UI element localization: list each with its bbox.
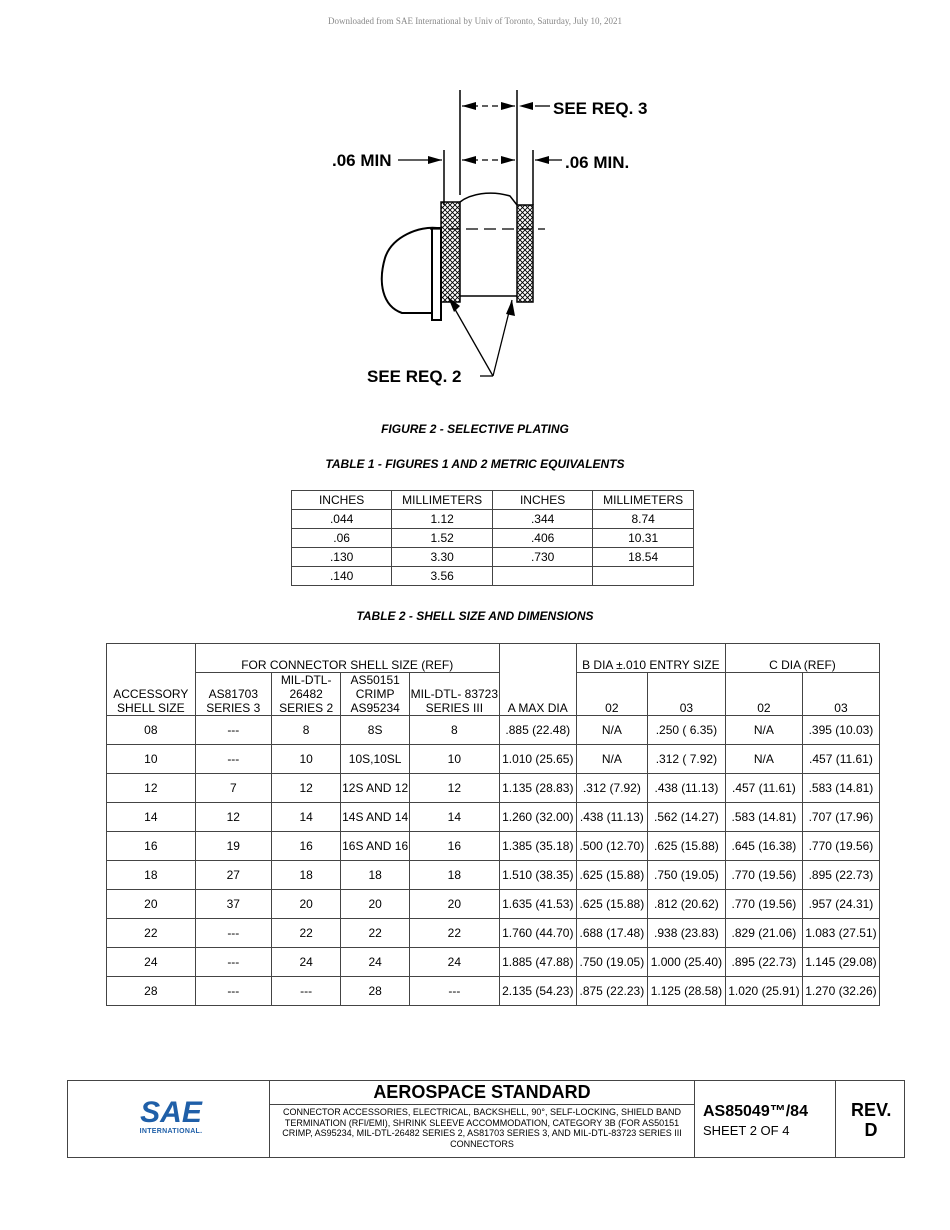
- b03-header: 03: [647, 673, 725, 716]
- table-cell: 3.30: [392, 548, 493, 567]
- table-cell: 14: [409, 803, 499, 832]
- table-cell: 1.000 (25.40): [647, 948, 725, 977]
- table-cell: .312 ( 7.92): [647, 745, 725, 774]
- table-cell: 1.385 (35.18): [499, 832, 576, 861]
- table-cell: 1.125 (28.58): [647, 977, 725, 1006]
- table-cell: 12: [195, 803, 271, 832]
- table-cell: .770 (19.56): [802, 832, 879, 861]
- table-cell: .625 (15.88): [576, 861, 647, 890]
- table-cell: N/A: [725, 745, 802, 774]
- metric-equivalents-table: [291, 490, 694, 586]
- table-cell: 10: [271, 745, 340, 774]
- plated-band-right: [517, 205, 533, 302]
- table-row: [107, 948, 880, 977]
- table-row: [107, 745, 880, 774]
- table-cell: .140: [292, 567, 392, 586]
- table-cell: 1.52: [392, 529, 493, 548]
- table-cell: 22: [107, 919, 196, 948]
- sae-logo-icon: [139, 1097, 203, 1125]
- table-cell: 2.135 (54.23): [499, 977, 576, 1006]
- for-connector-header: FOR CONNECTOR SHELL SIZE (REF): [195, 644, 499, 673]
- table-cell: 1.885 (47.88): [499, 948, 576, 977]
- sae-logo: [136, 1097, 206, 1135]
- table-cell: N/A: [576, 716, 647, 745]
- logo-subtitle: INTERNATIONAL.: [139, 1128, 203, 1135]
- table-cell: 16: [409, 832, 499, 861]
- mil83723-header: MIL-DTL- 83723 SERIES III: [409, 673, 499, 716]
- table-cell: .130: [292, 548, 392, 567]
- table-cell: 1.760 (44.70): [499, 919, 576, 948]
- table-row: [107, 774, 880, 803]
- sheet-number: SHEET 2 OF 4: [703, 1123, 790, 1138]
- table-cell: .406: [492, 529, 592, 548]
- table-cell: 18: [341, 861, 410, 890]
- table-cell: 27: [195, 861, 271, 890]
- table-cell: 16: [107, 832, 196, 861]
- table-cell: 1.145 (29.08): [802, 948, 879, 977]
- svg-text:SAE: SAE: [140, 1097, 202, 1125]
- table-cell: 1.12: [392, 510, 493, 529]
- table-cell: 18: [409, 861, 499, 890]
- table-cell: N/A: [725, 716, 802, 745]
- table-cell: .500 (12.70): [576, 832, 647, 861]
- selective-plating-figure: [320, 85, 680, 395]
- standard-description: CONNECTOR ACCESSORIES, ELECTRICAL, BACKSHELL, 90°, SELF-LOCKING, SHIELD BAND TERMINATION (RFI/EMI), SHRINK SLEEVE ACCOMMODATION, CATEGORY 3B (FOR AS50151 CRIMP, AS95234, MIL-DTL-26482 SERIES 2, AS81703 SERIES 3, AND MIL-DTL-83723 SERIES III CONNECTORS: [282, 1107, 682, 1149]
- backshell-outline: [382, 228, 437, 313]
- table-cell: 20: [107, 890, 196, 919]
- table-row: [292, 548, 694, 567]
- table-cell: .750 (19.05): [576, 948, 647, 977]
- column-header: MILLIMETERS: [392, 491, 493, 510]
- download-note: Downloaded from SAE International by Univ of Toronto, Saturday, July 10, 2021: [327, 16, 623, 26]
- table-row: [107, 861, 880, 890]
- table-cell: .044: [292, 510, 392, 529]
- revision-cell: [836, 1081, 906, 1157]
- logo-cell: [68, 1081, 270, 1157]
- table-cell: .875 (22.23): [576, 977, 647, 1006]
- table-cell: 1.020 (25.91): [725, 977, 802, 1006]
- table-cell: .812 (20.62): [647, 890, 725, 919]
- table-cell: .895 (22.73): [802, 861, 879, 890]
- shell-size-table: [106, 643, 880, 1006]
- table-cell: .457 (11.61): [725, 774, 802, 803]
- table-cell: .829 (21.06): [725, 919, 802, 948]
- table-cell: 18.54: [593, 548, 694, 567]
- c-dia-header: C DIA (REF): [725, 644, 879, 673]
- table-cell: [593, 567, 694, 586]
- table-cell: 8: [409, 716, 499, 745]
- see-req-3-label: SEE REQ. 3: [553, 99, 648, 118]
- table-cell: .395 (10.03): [802, 716, 879, 745]
- document-number-cell: [695, 1081, 836, 1157]
- mil26482-header: MIL-DTL- 26482 SERIES 2: [271, 673, 340, 716]
- revision: REV. D: [851, 1100, 892, 1140]
- table-cell: .895 (22.73): [725, 948, 802, 977]
- table-row: [292, 529, 694, 548]
- table-cell: 10: [107, 745, 196, 774]
- table-cell: 18: [271, 861, 340, 890]
- table-cell: 20: [341, 890, 410, 919]
- table-cell: 18: [107, 861, 196, 890]
- table1-title: TABLE 1 - FIGURES 1 AND 2 METRIC EQUIVALENTS: [325, 457, 625, 471]
- plated-band-left: [441, 202, 460, 302]
- c03-header: 03: [802, 673, 879, 716]
- table-cell: 14: [107, 803, 196, 832]
- table-cell: 08: [107, 716, 196, 745]
- figure-caption: FIGURE 2 - SELECTIVE PLATING: [381, 422, 569, 436]
- table-cell: 37: [195, 890, 271, 919]
- table-cell: .938 (23.83): [647, 919, 725, 948]
- table-cell: ---: [409, 977, 499, 1006]
- c02-header: 02: [725, 673, 802, 716]
- table-cell: 12: [107, 774, 196, 803]
- table-cell: 1.635 (41.53): [499, 890, 576, 919]
- table-cell: 20: [271, 890, 340, 919]
- table-cell: 24: [271, 948, 340, 977]
- table-row: [292, 510, 694, 529]
- table-cell: .583 (14.81): [725, 803, 802, 832]
- table-cell: .770 (19.56): [725, 890, 802, 919]
- table-cell: ---: [271, 977, 340, 1006]
- title-block: [67, 1080, 905, 1158]
- table-cell: .562 (14.27): [647, 803, 725, 832]
- document-number: AS85049™/84: [703, 1103, 808, 1120]
- accessory-size-header: ACCESSORY SHELL SIZE: [107, 644, 196, 716]
- table-cell: .957 (24.31): [802, 890, 879, 919]
- standard-title-cell: [270, 1081, 695, 1157]
- min-left-label: .06 MIN: [332, 151, 392, 170]
- table-cell: 1.260 (32.00): [499, 803, 576, 832]
- table-cell: .250 ( 6.35): [647, 716, 725, 745]
- table-cell: .312 (7.92): [576, 774, 647, 803]
- table-cell: 22: [409, 919, 499, 948]
- see-req-2-label: SEE REQ. 2: [367, 367, 462, 386]
- table-cell: .885 (22.48): [499, 716, 576, 745]
- table-cell: 16: [271, 832, 340, 861]
- table-cell: 12S AND 12: [341, 774, 410, 803]
- table-cell: 10S,10SL: [341, 745, 410, 774]
- table-cell: 19: [195, 832, 271, 861]
- table-cell: ---: [195, 948, 271, 977]
- table-cell: .770 (19.56): [725, 861, 802, 890]
- b02-header: 02: [576, 673, 647, 716]
- table-cell: .438 (11.13): [576, 803, 647, 832]
- table-cell: 28: [341, 977, 410, 1006]
- column-header: INCHES: [492, 491, 592, 510]
- table-cell: .438 (11.13): [647, 774, 725, 803]
- shell-size-rows: [107, 716, 880, 1006]
- table-cell: 1.510 (38.35): [499, 861, 576, 890]
- as81703-header: AS81703 SERIES 3: [195, 673, 271, 716]
- table-cell: 22: [271, 919, 340, 948]
- table-cell: 14S AND 14: [341, 803, 410, 832]
- table-cell: 24: [341, 948, 410, 977]
- table-row: [107, 977, 880, 1006]
- table-cell: 3.56: [392, 567, 493, 586]
- table-cell: .688 (17.48): [576, 919, 647, 948]
- a-max-header: A MAX DIA: [499, 644, 576, 716]
- table-cell: 1.010 (25.65): [499, 745, 576, 774]
- table-cell: [492, 567, 592, 586]
- table-cell: ---: [195, 919, 271, 948]
- table-row: [107, 716, 880, 745]
- table-header-row: [292, 491, 694, 510]
- table-cell: .457 (11.61): [802, 745, 879, 774]
- table-row: [292, 567, 694, 586]
- table-cell: .645 (16.38): [725, 832, 802, 861]
- table-cell: ---: [195, 716, 271, 745]
- table-row: [107, 890, 880, 919]
- table-cell: 12: [271, 774, 340, 803]
- table-cell: .730: [492, 548, 592, 567]
- table-cell: N/A: [576, 745, 647, 774]
- table-cell: 1.135 (28.83): [499, 774, 576, 803]
- table-cell: 10.31: [593, 529, 694, 548]
- table-cell: .344: [492, 510, 592, 529]
- table-cell: 8.74: [593, 510, 694, 529]
- table-cell: 16S AND 16: [341, 832, 410, 861]
- table-row: [107, 803, 880, 832]
- standard-title: AEROSPACE STANDARD: [270, 1081, 694, 1105]
- table-cell: 8S: [341, 716, 410, 745]
- table-row: [107, 832, 880, 861]
- table-cell: .625 (15.88): [647, 832, 725, 861]
- table-cell: 20: [409, 890, 499, 919]
- table-cell: 24: [409, 948, 499, 977]
- b-dia-header: B DIA ±.010 ENTRY SIZE: [576, 644, 725, 673]
- table-cell: 7: [195, 774, 271, 803]
- table-row: [107, 919, 880, 948]
- table-cell: ---: [195, 977, 271, 1006]
- table-cell: 10: [409, 745, 499, 774]
- table-cell: .625 (15.88): [576, 890, 647, 919]
- table-cell: 28: [107, 977, 196, 1006]
- table-cell: 1.083 (27.51): [802, 919, 879, 948]
- min-right-label: .06 MIN.: [565, 153, 630, 172]
- table-cell: 24: [107, 948, 196, 977]
- as50151-header: AS50151 CRIMP AS95234: [341, 673, 410, 716]
- table-cell: .707 (17.96): [802, 803, 879, 832]
- table-cell: 22: [341, 919, 410, 948]
- table-cell: 8: [271, 716, 340, 745]
- column-header: MILLIMETERS: [593, 491, 694, 510]
- table-cell: .750 (19.05): [647, 861, 725, 890]
- column-header: INCHES: [292, 491, 392, 510]
- table-cell: .06: [292, 529, 392, 548]
- table-cell: 1.270 (32.26): [802, 977, 879, 1006]
- table2-title: TABLE 2 - SHELL SIZE AND DIMENSIONS: [356, 609, 594, 623]
- table-cell: 12: [409, 774, 499, 803]
- table-cell: .583 (14.81): [802, 774, 879, 803]
- table-cell: ---: [195, 745, 271, 774]
- table-cell: 14: [271, 803, 340, 832]
